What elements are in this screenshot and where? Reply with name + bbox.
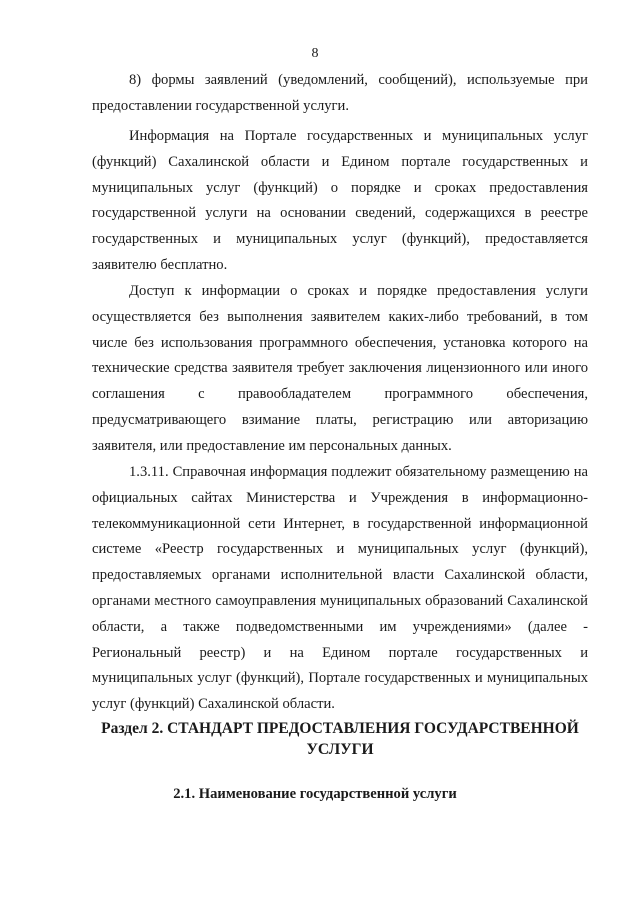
page-number: 8 xyxy=(311,46,319,61)
paragraph-reference-info: 1.3.11. Справочная информация подлежит обязательному размещению на официальных сайтах Министерства и Учреждения в информационно-телекоммуникационной сети Интернет, в государственной информационной системе «Реестр государственных и муниципальных услуг (функций), предоставляемых органами исполнительной власти Сахалинской области, органами местного самоуправления муниципальных образований Сахалинской области, а также подведомственными им учреждениями» (далее - Региональный реестр) и на Едином портале государственных и муниципальных услуг (функций), Портале государственных и муниципальных услуг (функций) Сахалинской области. xyxy=(92,464,588,713)
paragraph-portal-info: Информация на Портале государственных и муниципальных услуг (функций) Сахалинской области и Едином портале государственных и муниципальных услуг (функций) о порядке и сроках предоставления государственной услуги на основании сведений, содержащихся в реестре государственных и муниципальных услуг (функций), предоставляется заявителю бесплатно. xyxy=(92,128,588,273)
section-heading: Раздел 2. СТАНДАРТ ПРЕДОСТАВЛЕНИЯ ГОСУДАРСТВЕННОЙ УСЛУГИ xyxy=(101,720,579,758)
subsection-heading: 2.1. Наименование государственной услуги xyxy=(173,786,457,802)
paragraph-access: Доступ к информации о сроках и порядке предоставления услуги осуществляется без выполнения заявителем каких-либо требований, в том числе без использования программного обеспечения, установка которого на технические средства заявителя требует заключения лицензионного или иного соглашения с правообладателем программного обеспечения, предусматривающего взимание платы, регистрацию или авторизацию заявителя, или предоставление им персональных данных. xyxy=(92,283,588,454)
paragraph-forms: 8) формы заявлений (уведомлений, сообщений), используемые при предоставлении государственной услуги. xyxy=(92,72,588,114)
